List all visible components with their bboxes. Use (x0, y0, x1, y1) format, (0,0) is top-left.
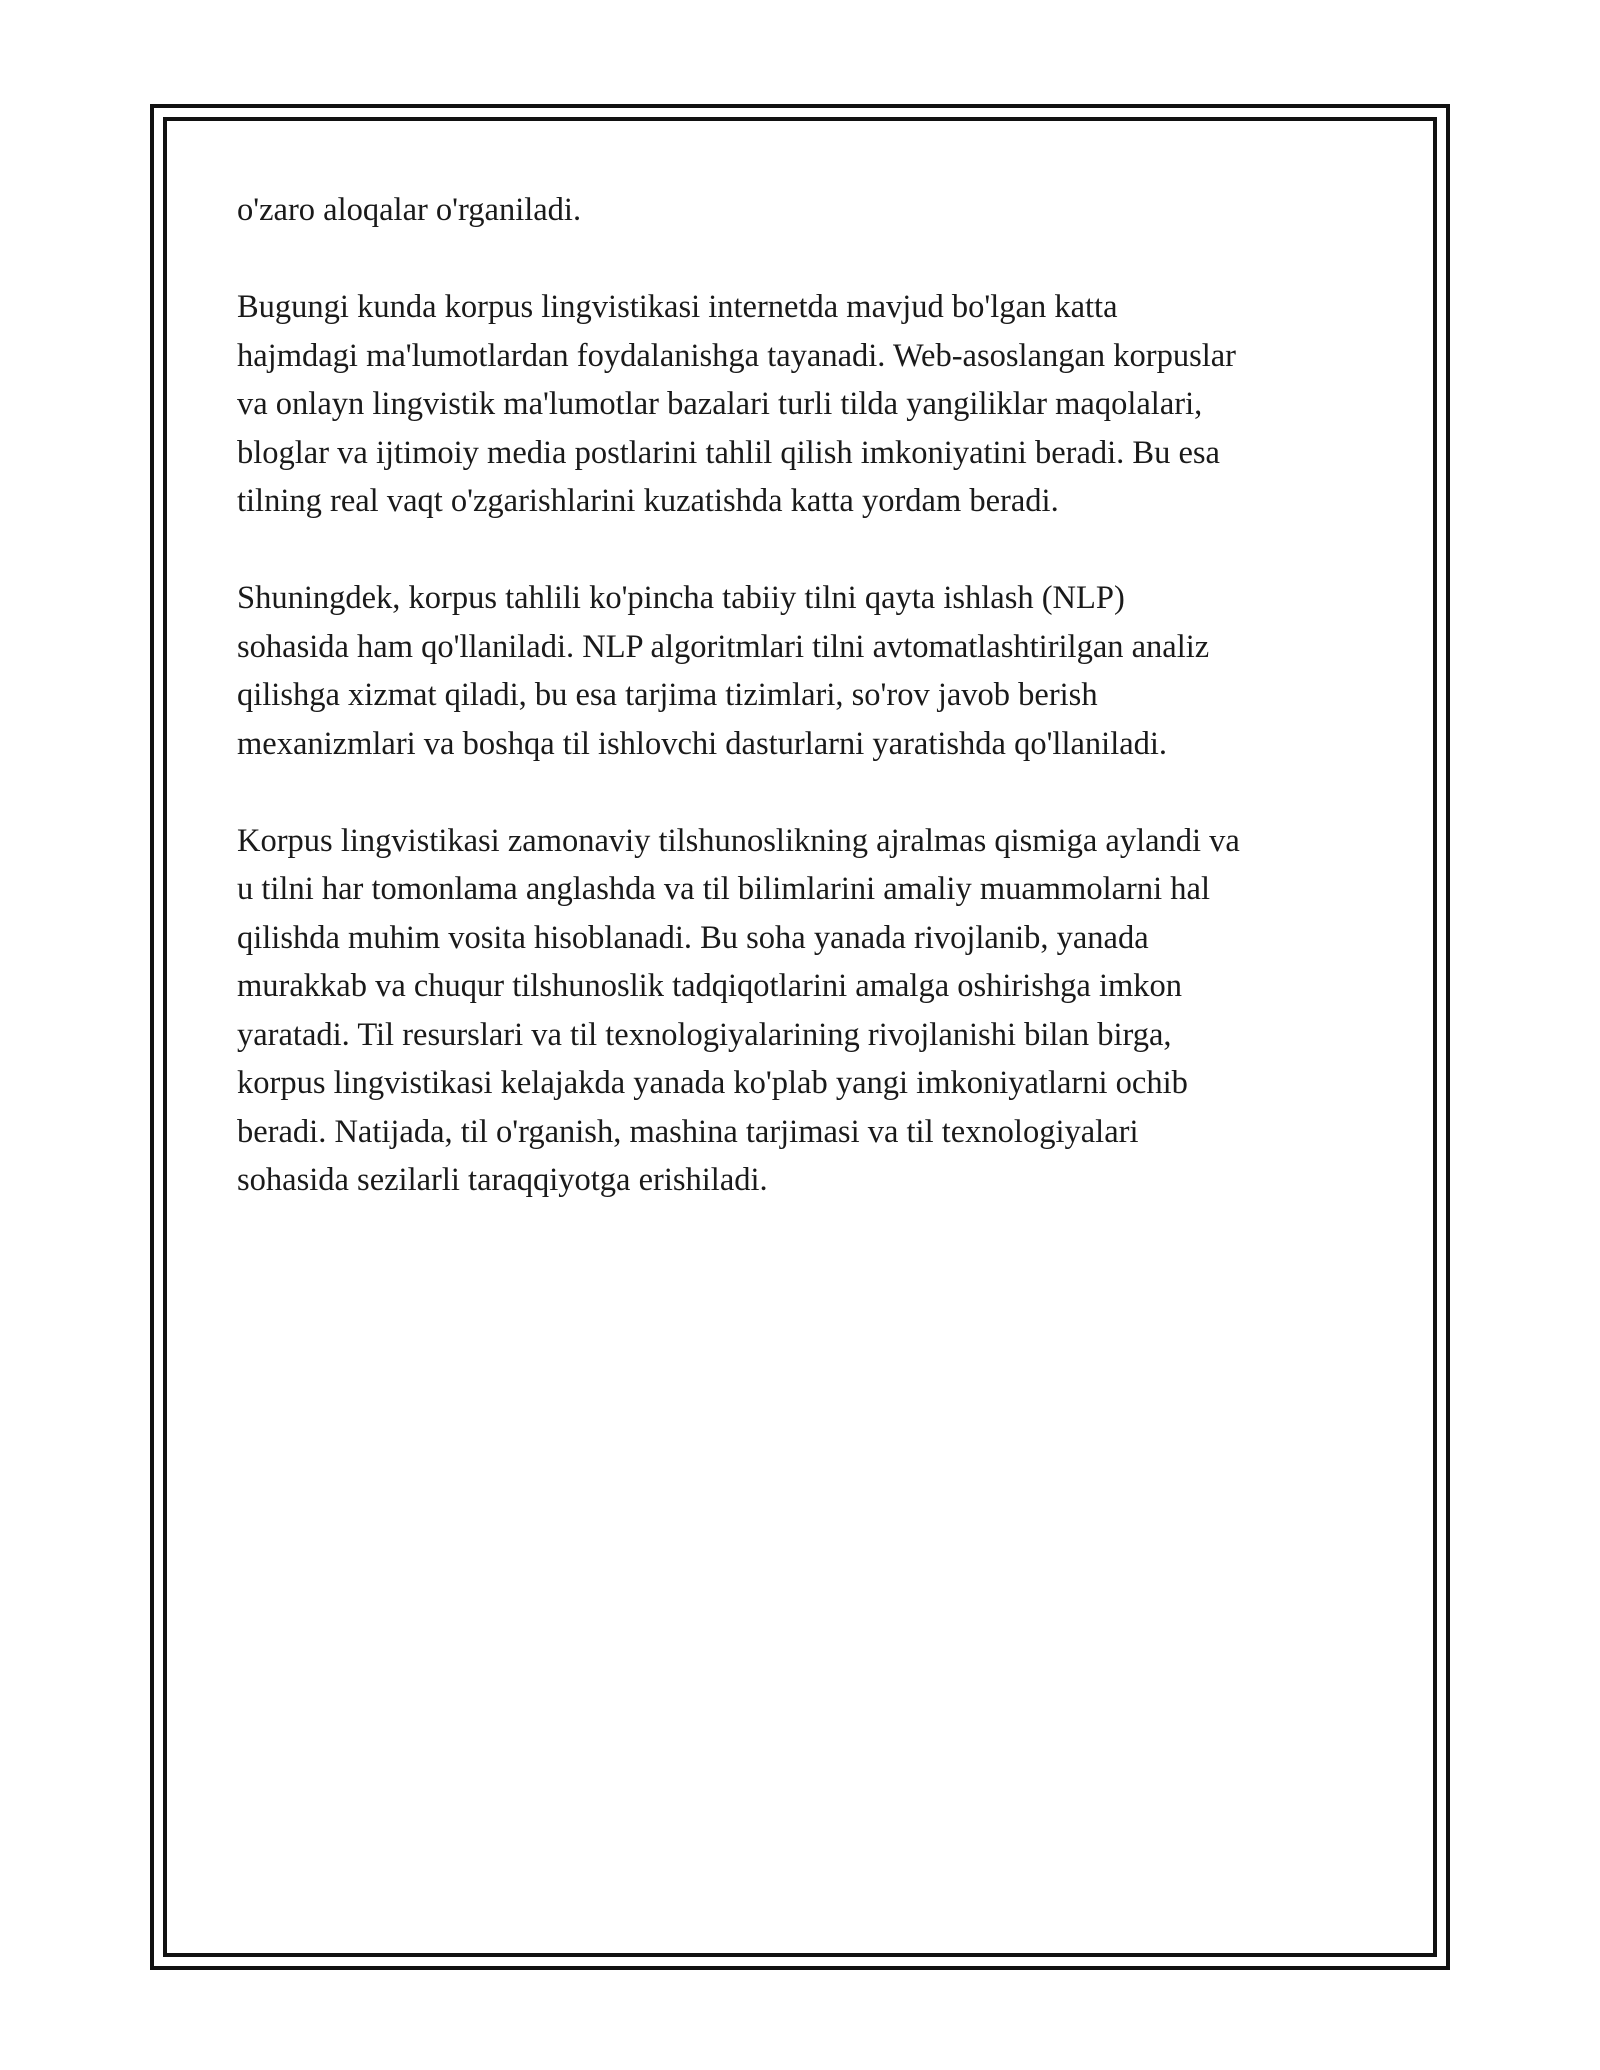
text-line: sohasida sezilarli taraqqiyotga erishiladi. (237, 1162, 768, 1198)
paragraph-2 (237, 283, 1387, 526)
text-line: bloglar va ijtimoiy media postlarini tahlil qilish imkoniyatini beradi. Bu esa (237, 434, 1220, 471)
text-line: mexanizmlari va boshqa til ishlovchi dasturlarni yaratishda qo'llaniladi. (237, 725, 1168, 762)
text-line: Bugungi kunda korpus lingvistikasi internetda mavjud bo'lgan katta (237, 289, 1118, 325)
text-line: hajmdagi ma'lumotlardan foydalanishga tayanadi. Web-asoslangan korpuslar (237, 337, 1237, 374)
document-body (237, 186, 1387, 1253)
text-line: Shuningdek, korpus tahlili ko'pincha tabiiy tilni qayta ishlash (NLP) (237, 580, 1125, 616)
text-line: sohasida ham qo'llaniladi. NLP algoritmlari tilni avtomatlashtirilgan analiz (237, 628, 1210, 665)
text-line: u tilni har tomonlama anglashda va til bilimlarini amaliy muammolarni hal (237, 871, 1210, 907)
paragraph-4 (237, 817, 1387, 1205)
paragraph-1 (237, 186, 1387, 235)
paragraph-3 (237, 574, 1387, 768)
text-line: qilishga xizmat qiladi, bu esa tarjima tizimlari, so'rov javob berish (237, 677, 1098, 713)
text-line: murakkab va chuqur tilshunoslik tadqiqotlarini amalga oshirishga imkon (237, 968, 1183, 1004)
text-line: yaratadi. Til resurslari va til texnologiyalarining rivojlanishi bilan birga, (237, 1016, 1172, 1053)
text-line: Korpus lingvistikasi zamonaviy tilshunoslikning ajralmas qismiga aylandi va (237, 822, 1240, 859)
text-line: o'zaro aloqalar o'rganiladi. (237, 192, 582, 228)
text-line: va onlayn lingvistik ma'lumotlar bazalari turli tilda yangiliklar maqolalari, (237, 386, 1203, 422)
text-line: beradi. Natijada, til o'rganish, mashina tarjimasi va til texnologiyalari (237, 1113, 1139, 1150)
text-line: tilning real vaqt o'zgarishlarini kuzatishda katta yordam beradi. (237, 483, 1059, 519)
text-line: korpus lingvistikasi kelajakda yanada ko'plab yangi imkoniyatlarni ochib (237, 1065, 1188, 1101)
text-line: qilishda muhim vosita hisoblanadi. Bu soha yanada rivojlanib, yanada (237, 919, 1149, 956)
